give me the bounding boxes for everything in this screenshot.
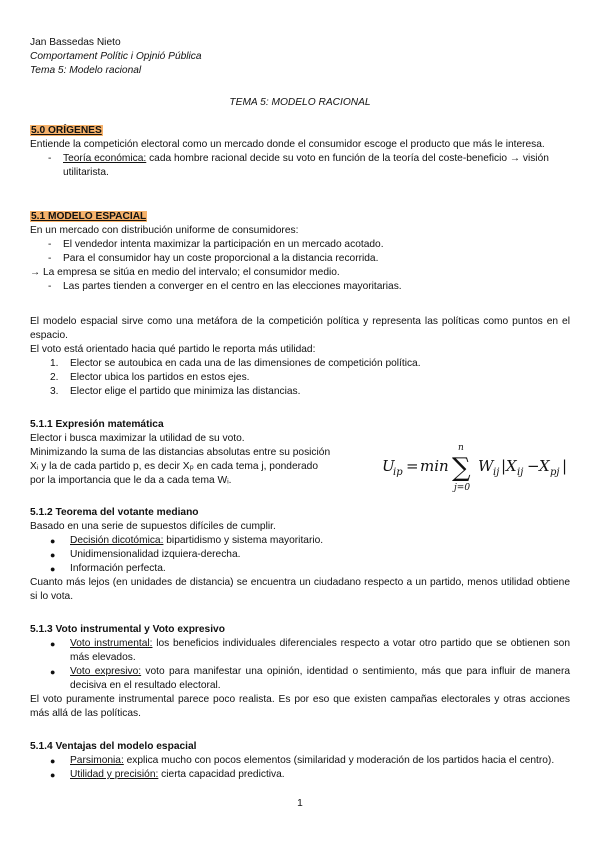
svg-text:ij: ij (493, 467, 500, 478)
section-5-1 (30, 210, 570, 294)
list-item (30, 371, 570, 385)
list-item: - Para el consumidor hay un coste proporcional a la distancia recorrida. (30, 252, 570, 266)
subsection-heading: 5.1.1 Expresión matemática (30, 419, 164, 430)
paragraph: Cuanto más lejos (en unidades de distancia) se encuentra un ciudadano respecto a un partido, menos utilidad obtiene si lo vota. (30, 577, 570, 602)
section-heading: 5.1 MODELO ESPACIAL (31, 211, 147, 222)
bullet-icon: ● (50, 756, 56, 766)
section-5-0 (30, 124, 570, 180)
list-number: 3. (50, 386, 59, 397)
term-text: cierta capacidad predictiva. (158, 769, 285, 780)
bullet-icon: ● (50, 564, 56, 574)
svg-text:∑: ∑ (452, 453, 471, 483)
bullet-list (30, 534, 570, 576)
list-item: - Las partes tienden a converger en el centro en las elecciones mayoritarias. (30, 280, 570, 294)
paragraph-line: Elector i busca maximizar la utilidad de su voto. (30, 433, 245, 444)
list-item (30, 754, 570, 768)
dash-list (30, 280, 570, 294)
term-label: Teoría económica: (63, 153, 147, 164)
list-text: Unidimensionalidad izquiera-derecha. (70, 549, 241, 560)
list-text: Elector elige el partido que minimiza las distancias. (70, 386, 301, 397)
svg-text:ij: ij (517, 467, 524, 478)
svg-text:|: | (562, 457, 568, 475)
svg-text:ip: ip (393, 467, 403, 478)
list-item (30, 548, 570, 562)
dash-list (30, 152, 570, 180)
section-5-1-body (30, 315, 570, 399)
dash-list (30, 238, 570, 266)
term-text: cada hombre racional decide su voto en función de la teoría del coste-beneficio → visión utilitarista. (63, 153, 549, 178)
term-text: los beneficios individuales diferenciales respecto a votar otro partido que se obtienen son más elevados. (70, 638, 570, 663)
bullet-icon: ● (50, 639, 56, 649)
list-number: 1. (50, 358, 59, 369)
term-text: explica mucho con pocos elementos (similaridad y moderación de los partidos hacia el centro). (123, 755, 555, 766)
list-item (30, 637, 570, 665)
page-number: 1 (297, 798, 303, 809)
list-item: - El vendedor intenta maximizar la participación en un mercado acotado. (30, 238, 570, 252)
svg-text:j=0: j=0 (454, 483, 471, 492)
section-5-1-3 (30, 623, 570, 721)
document-title: TEMA 5: MODELO RACIONAL (229, 97, 371, 108)
numbered-list (30, 357, 570, 399)
term-text: bipartidismo y sistema mayoritario. (163, 535, 324, 546)
bullet-icon: ● (50, 536, 56, 546)
list-text: Elector se autoubica en cada una de las dimensiones de competición política. (70, 358, 421, 369)
list-text: Información perfecta. (70, 563, 166, 574)
svg-text:U: U (382, 457, 395, 475)
list-item (30, 357, 570, 371)
document-header (30, 36, 202, 78)
arrow-line: → La empresa se sitúa en medio del intervalo; el consumidor medio. (30, 267, 340, 278)
section-5-1-2 (30, 506, 570, 604)
svg-text:min: min (420, 457, 449, 475)
list-item (30, 534, 570, 548)
svg-text:−: − (527, 457, 540, 475)
svg-text:W: W (478, 457, 494, 475)
bullet-icon: ● (50, 550, 56, 560)
section-5-1-4 (30, 740, 570, 782)
section-5-1-1 (30, 418, 375, 488)
topic-name: Tema 5: Modelo racional (30, 65, 142, 76)
term-text: voto para manifestar una opinión, identidad o sentimiento, más que para influir de manera decisiva en el resultado electoral. (70, 666, 570, 691)
course-name: Comportament Polític i Opjnió Pública (30, 51, 202, 62)
bullet-list (30, 754, 570, 782)
subsection-heading: 5.1.3 Voto instrumental y Voto expresivo (30, 624, 225, 635)
paragraph-line: Minimizando la suma de las distancias absolutas entre su posición (30, 447, 331, 458)
list-item (30, 152, 570, 180)
svg-text:=: = (406, 457, 419, 475)
list-item (30, 385, 570, 399)
utility-formula (380, 440, 570, 492)
list-item (30, 665, 570, 693)
term-label: Voto expresivo: (70, 666, 142, 677)
bullet-list (30, 637, 570, 693)
subsection-heading: 5.1.2 Teorema del votante mediano (30, 507, 199, 518)
paragraph: Basado en una serie de supuestos difíciles de cumplir. (30, 521, 276, 532)
svg-text:n: n (458, 443, 464, 453)
author-name: Jan Bassedas Nieto (30, 37, 121, 48)
term-label: Decisión dicotómica: (70, 535, 164, 546)
list-item (30, 768, 570, 782)
term-label: Parsimonia: (70, 755, 124, 766)
paragraph: El voto puramente instrumental parece poco realista. Es por eso que existen campañas electorales y otras acciones más allá de las políticas. (30, 694, 570, 719)
svg-text:X: X (539, 457, 550, 475)
paragraph-line: Xᵢ y la de cada partido p, es decir Xₚ en cada tema j, ponderado (30, 461, 318, 472)
list-number: 2. (50, 372, 59, 383)
subsection-heading: 5.1.4 Ventajas del modelo espacial (30, 741, 197, 752)
svg-text:X: X (506, 457, 517, 475)
svg-text:pj: pj (550, 467, 560, 478)
bullet-icon: ● (50, 770, 56, 780)
paragraph: Entiende la competición electoral como un mercado donde el consumidor escoge el producto que más le interesa. (30, 139, 545, 150)
bullet-icon: ● (50, 667, 56, 677)
paragraph: El voto está orientado hacia qué partido le reporta más utilidad: (30, 344, 316, 355)
svg-text:|: | (501, 457, 507, 475)
list-item (30, 562, 570, 576)
paragraph: El modelo espacial sirve como una metáfora de la competición política y representa las políticas como puntos en el espacio. (30, 316, 570, 341)
paragraph: En un mercado con distribución uniforme de consumidores: (30, 225, 299, 236)
term-label: Voto instrumental: (70, 638, 153, 649)
section-heading: 5.0 ORÍGENES (31, 125, 102, 136)
paragraph-line: por la importancia que le da a cada tema Wᵢ. (30, 475, 232, 486)
term-label: Utilidad y precisión: (70, 769, 159, 780)
list-text: Elector ubica los partidos en estos ejes. (70, 372, 250, 383)
